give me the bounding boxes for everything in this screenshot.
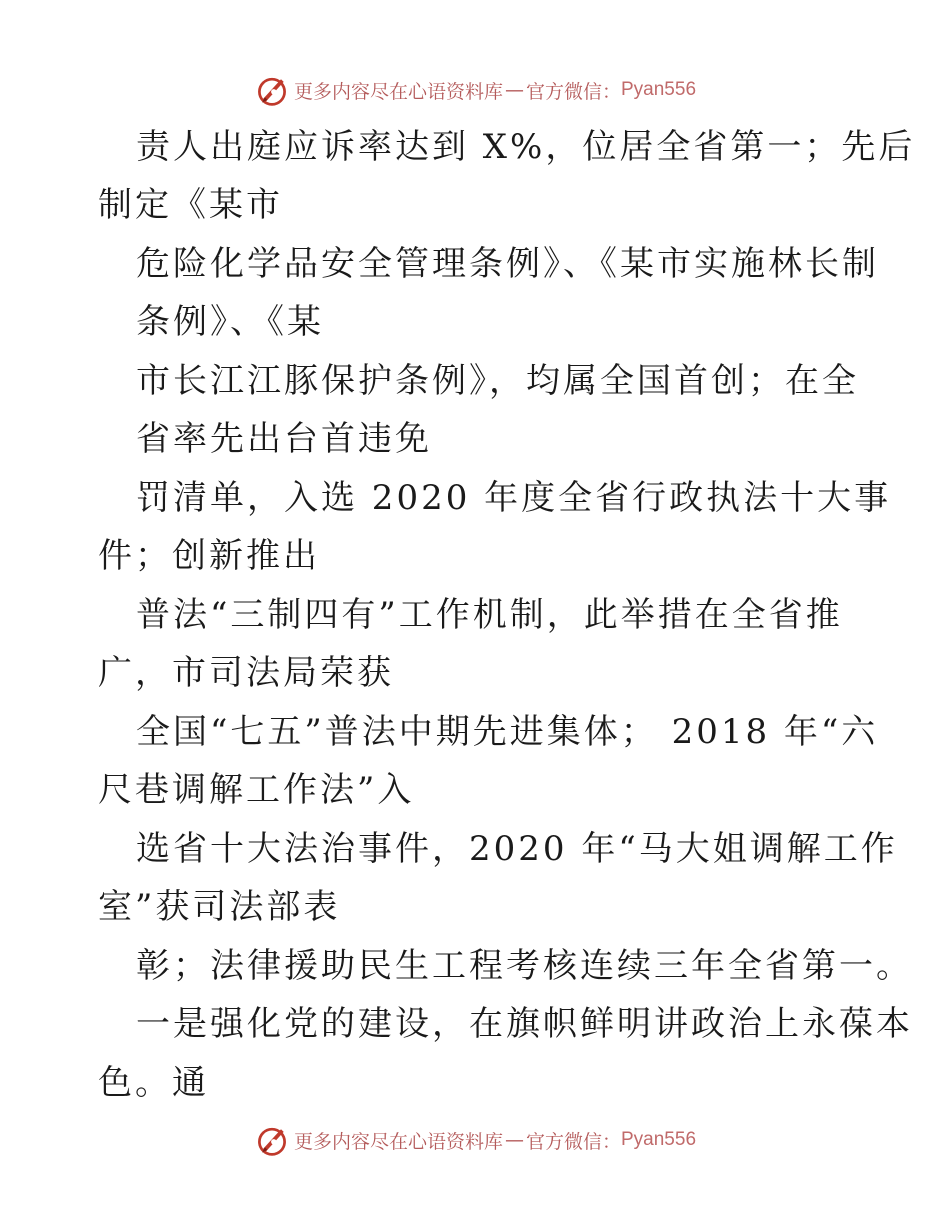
banner-dash: — <box>504 79 524 101</box>
banner-wechat-label: 官方微信： <box>525 1130 621 1153</box>
header-banner <box>0 70 950 110</box>
banner-main-text: 更多内容尽在心语资料库 <box>293 80 503 103</box>
paragraph-line: 一是强化党的建设，在旗帜鲜明讲政治上永葆本 <box>136 1004 913 1044</box>
banner-wechat-id: Pyan556 <box>621 1129 697 1150</box>
paragraph-line: 条例》、《某 <box>136 302 324 342</box>
footer-banner <box>0 1120 950 1160</box>
paragraph-line: 件；创新推出 <box>98 536 320 576</box>
paragraph-line: 选省十大法治事件，2020 年“马大姐调解工作 <box>136 829 898 869</box>
banner-wechat-label: 官方微信： <box>525 80 621 103</box>
paragraph-line: 色。通 <box>98 1063 209 1103</box>
quill-pen-logo-icon <box>254 1122 290 1158</box>
quill-pen-logo-icon <box>254 72 290 108</box>
paragraph-line: 省率先出台首违免 <box>136 419 432 459</box>
paragraph-line: 彰；法律援助民生工程考核连续三年全省第一。 <box>136 946 913 986</box>
banner-dash: — <box>504 1129 524 1151</box>
paragraph-line: 罚清单，入选 2020 年度全省行政执法十大事 <box>136 478 892 518</box>
banner-wechat-id: Pyan556 <box>621 79 697 100</box>
banner-main-text: 更多内容尽在心语资料库 <box>293 1130 503 1153</box>
paragraph-line: 普法“三制四有”工作机制，此举措在全省推 <box>136 595 843 635</box>
paragraph-line: 制定《某市 <box>98 185 283 225</box>
paragraph-line: 尺巷调解工作法”入 <box>98 770 415 810</box>
paragraph-line: 广，市司法局荣获 <box>98 653 394 693</box>
paragraph-line: 市长江江豚保护条例》，均属全国首创；在全 <box>136 361 859 401</box>
paragraph-line: 室”获司法部表 <box>98 887 341 927</box>
paragraph-line: 责人出庭应诉率达到 X%，位居全省第一；先后 <box>136 127 916 167</box>
paragraph-line: 危险化学品安全管理条例》、《某市实施林长制 <box>136 244 879 284</box>
paragraph-line: 全国“七五”普法中期先进集体； 2018 年“六 <box>136 712 879 752</box>
